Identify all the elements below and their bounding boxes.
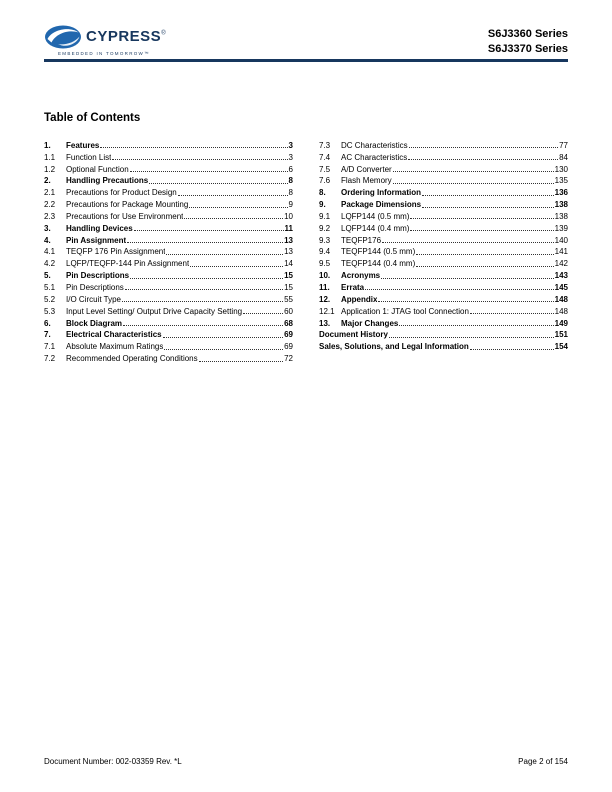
dot-leader xyxy=(365,289,554,290)
toc-entry-number: 7.6 xyxy=(319,176,331,186)
toc-entry-page: 69 xyxy=(284,330,293,340)
toc-entry-page: 15 xyxy=(284,282,293,292)
toc-entry[interactable] xyxy=(44,150,293,162)
dot-leader xyxy=(470,349,554,350)
toc-entry-page: 3 xyxy=(288,152,293,162)
document-number: Document Number: 002-03359 Rev. *L xyxy=(44,757,182,766)
toc-entry-page: 84 xyxy=(559,152,568,162)
toc-entry[interactable] xyxy=(319,245,568,257)
toc-entry[interactable] xyxy=(319,197,568,209)
toc-entry[interactable] xyxy=(44,328,293,340)
cypress-brand-text: CYPRESS xyxy=(86,28,162,45)
toc-entry[interactable] xyxy=(44,339,293,351)
toc-entry-page: 138 xyxy=(554,200,568,210)
toc-entry[interactable] xyxy=(44,185,293,197)
toc-entry[interactable] xyxy=(319,150,568,162)
toc-entry-number: 5.3 xyxy=(44,306,56,316)
toc-entry[interactable] xyxy=(44,245,293,257)
toc-column-right xyxy=(319,138,568,363)
dot-leader xyxy=(189,207,287,208)
toc-entry[interactable] xyxy=(44,174,293,186)
dot-leader xyxy=(243,313,283,314)
toc-column-left xyxy=(44,138,293,363)
toc-entry[interactable] xyxy=(44,292,293,304)
toc-entry-title: Block Diagram xyxy=(66,318,123,328)
toc-entry-title: Pin Descriptions xyxy=(66,282,124,292)
toc-entry[interactable] xyxy=(319,256,568,268)
toc-entry-number: 4. xyxy=(44,235,51,245)
dot-leader xyxy=(178,195,288,196)
toc-entry-number: 11. xyxy=(319,282,330,292)
toc-entry[interactable] xyxy=(319,162,568,174)
toc-entry-number: 1.2 xyxy=(44,164,56,174)
toc-entry-title: Precautions for Use Environment xyxy=(66,211,184,221)
toc-entry-number: 7. xyxy=(44,330,51,340)
toc-entry-title: Package Dimensions xyxy=(341,200,422,210)
toc-entry-title: Handling Precautions xyxy=(66,176,149,186)
toc-entry-page: 55 xyxy=(284,294,293,304)
toc-entry[interactable] xyxy=(319,233,568,245)
toc-entry-title: DC Characteristics xyxy=(341,140,408,150)
toc-entry[interactable] xyxy=(319,138,568,150)
toc-entry-number: 10. xyxy=(319,271,331,281)
dot-leader xyxy=(393,183,554,184)
toc-entry[interactable] xyxy=(319,304,568,316)
toc-entry-title: Optional Function xyxy=(66,164,129,174)
toc-entry[interactable] xyxy=(44,138,293,150)
toc-entry[interactable] xyxy=(44,256,293,268)
dot-leader xyxy=(422,207,554,208)
toc-entry-number: 13. xyxy=(319,318,331,328)
toc-entry[interactable] xyxy=(319,339,568,351)
toc-entry-number: 9. xyxy=(319,200,326,210)
product-series-titles xyxy=(488,27,568,56)
toc-entry-page: 130 xyxy=(554,164,568,174)
dot-leader xyxy=(164,349,283,350)
dot-leader xyxy=(163,337,283,338)
dot-leader xyxy=(149,183,287,184)
toc-entry-page: 6 xyxy=(288,164,293,174)
registered-mark: ® xyxy=(161,30,166,37)
toc-entry-page: 72 xyxy=(284,354,293,364)
toc-entry-number: 7.3 xyxy=(319,140,331,150)
cypress-logo-icon xyxy=(44,24,82,50)
dot-leader xyxy=(190,266,283,267)
toc-entry-page: 15 xyxy=(284,271,293,281)
toc-entry[interactable] xyxy=(319,280,568,292)
dot-leader xyxy=(122,301,283,302)
toc-entry-number: 5. xyxy=(44,271,51,281)
toc-columns xyxy=(44,138,568,363)
toc-entry-page: 141 xyxy=(554,247,568,257)
toc-entry-page: 138 xyxy=(554,211,568,221)
toc-entry-page: 149 xyxy=(554,318,568,328)
toc-entry-number: 4.1 xyxy=(44,247,56,257)
dot-leader xyxy=(416,266,553,267)
dot-leader xyxy=(199,361,283,362)
toc-entry[interactable] xyxy=(44,316,293,328)
toc-entry-title: Major Changes xyxy=(341,318,399,328)
dot-leader xyxy=(184,218,283,219)
toc-entry-page: 145 xyxy=(554,282,568,292)
toc-entry-page: 13 xyxy=(284,235,293,245)
toc-entry-title: Flash Memory xyxy=(341,176,392,186)
dot-leader xyxy=(166,254,283,255)
toc-entry[interactable] xyxy=(44,304,293,316)
toc-entry-number: 4.2 xyxy=(44,259,56,269)
toc-entry-number: 5.1 xyxy=(44,282,56,292)
toc-entry-title: Absolute Maximum Ratings xyxy=(66,342,164,352)
toc-entry-page: 142 xyxy=(554,259,568,269)
dot-leader xyxy=(409,147,558,148)
toc-entry-page: 3 xyxy=(288,140,293,150)
toc-entry-title: Appendix xyxy=(341,294,378,304)
toc-entry-title: Input Level Setting/ Output Drive Capacity Setting xyxy=(66,306,243,316)
toc-entry-page: 154 xyxy=(554,342,568,352)
toc-entry-page: 60 xyxy=(284,306,293,316)
toc-entry-number: 7.5 xyxy=(319,164,331,174)
page-number-info: Page 2 of 154 xyxy=(518,757,568,766)
toc-entry[interactable] xyxy=(319,185,568,197)
toc-entry-page: 13 xyxy=(284,247,293,257)
toc-entry-title: I/O Circuit Type xyxy=(66,294,121,304)
toc-entry[interactable] xyxy=(319,174,568,186)
toc-entry[interactable] xyxy=(44,351,293,363)
toc-entry-title: LQFP144 (0.4 mm) xyxy=(341,223,410,233)
dot-leader xyxy=(416,254,553,255)
toc-entry-number: 5.2 xyxy=(44,294,56,304)
series-title-line1: S6J3360 Series xyxy=(487,28,568,40)
toc-entry-title: Pin Assignment xyxy=(66,235,127,245)
toc-entry-page: 68 xyxy=(284,318,293,328)
toc-entry-number: 2.2 xyxy=(44,200,56,210)
toc-entry-title: TEQFP144 (0.4 mm) xyxy=(341,259,416,269)
toc-entry[interactable] xyxy=(44,268,293,280)
toc-entry[interactable] xyxy=(319,268,568,280)
toc-entry-number: 8. xyxy=(319,188,326,198)
toc-entry-title: Function List xyxy=(66,152,112,162)
toc-entry[interactable] xyxy=(319,221,568,233)
toc-entry-title: Features xyxy=(66,140,100,150)
dot-leader xyxy=(134,230,284,231)
toc-entry-number: 9.1 xyxy=(319,211,331,221)
toc-entry[interactable] xyxy=(319,292,568,304)
dot-leader xyxy=(381,278,554,279)
toc-entry-title: Recommended Operating Conditions xyxy=(66,354,198,364)
cypress-logo xyxy=(44,24,166,56)
toc-entry-title: Pin Descriptions xyxy=(66,271,130,281)
dot-leader xyxy=(130,278,283,279)
dot-leader xyxy=(393,171,554,172)
toc-entry-page: 8 xyxy=(288,188,293,198)
toc-entry-page: 148 xyxy=(554,306,568,316)
dot-leader xyxy=(408,159,558,160)
toc-entry-number: 3. xyxy=(44,223,51,233)
toc-heading: Table of Contents xyxy=(44,112,141,124)
toc-entry[interactable] xyxy=(319,316,568,328)
dot-leader xyxy=(470,313,554,314)
dot-leader xyxy=(410,230,553,231)
series-title-line2: S6J3370 Series xyxy=(487,42,568,55)
dot-leader xyxy=(399,325,553,326)
dot-leader xyxy=(123,325,283,326)
toc-entry-title: Document History xyxy=(319,330,388,340)
toc-entry[interactable] xyxy=(319,209,568,221)
toc-entry-number: 7.4 xyxy=(319,152,331,162)
dot-leader xyxy=(100,147,287,148)
toc-entry-page: 9 xyxy=(288,200,293,210)
toc-entry-number: 12. xyxy=(319,294,331,304)
toc-entry-number: 9.3 xyxy=(319,235,331,245)
toc-entry-number: 6. xyxy=(44,318,51,328)
toc-entry-page: 139 xyxy=(554,223,568,233)
toc-entry[interactable] xyxy=(44,280,293,292)
toc-entry[interactable] xyxy=(44,197,293,209)
dot-leader xyxy=(112,159,287,160)
toc-entry[interactable] xyxy=(44,221,293,233)
toc-entry-title: Errata xyxy=(341,282,365,292)
toc-entry[interactable] xyxy=(319,328,568,340)
page-header xyxy=(44,24,568,56)
toc-entry-title: LQFP144 (0.5 mm) xyxy=(341,211,410,221)
toc-entry-page: 148 xyxy=(554,294,568,304)
cypress-tagline: EMBEDDED IN TOMORROW™ xyxy=(58,51,150,56)
dot-leader xyxy=(382,242,554,243)
dot-leader xyxy=(125,289,283,290)
toc-entry-page: 11 xyxy=(284,223,293,233)
toc-entry-number: 2. xyxy=(44,176,51,186)
toc-entry-page: 140 xyxy=(554,235,568,245)
toc-entry-title: TEQFP176 xyxy=(341,235,382,245)
toc-entry-title: Precautions for Product Design xyxy=(66,188,177,198)
toc-entry-number: 2.1 xyxy=(44,188,56,198)
toc-entry-title: TEQFP 176 Pin Assignment xyxy=(66,247,166,257)
toc-entry-page: 69 xyxy=(284,342,293,352)
toc-entry-number: 1. xyxy=(44,140,51,150)
toc-entry-page: 77 xyxy=(559,140,568,150)
page-footer xyxy=(44,757,568,766)
toc-entry-title: Application 1: JTAG tool Connection xyxy=(341,306,469,316)
cypress-wordmark xyxy=(86,28,166,46)
toc-entry-page: 135 xyxy=(554,176,568,186)
toc-entry-number: 12.1 xyxy=(319,306,335,316)
toc-entry-title: TEQFP144 (0.5 mm) xyxy=(341,247,416,257)
toc-entry-title: Acronyms xyxy=(341,271,381,281)
toc-entry-page: 136 xyxy=(554,188,568,198)
dot-leader xyxy=(378,301,553,302)
toc-entry-title: A/D Converter xyxy=(341,164,392,174)
toc-entry-title: Precautions for Package Mounting xyxy=(66,200,189,210)
toc-entry-number: 1.1 xyxy=(44,152,56,162)
toc-entry-title: Handling Devices xyxy=(66,223,133,233)
toc-entry-page: 10 xyxy=(284,211,293,221)
dot-leader xyxy=(130,171,288,172)
dot-leader xyxy=(127,242,283,243)
toc-entry-number: 7.1 xyxy=(44,342,56,352)
toc-entry-number: 9.4 xyxy=(319,247,331,257)
toc-entry-title: LQFP/TEQFP-144 Pin Assignment xyxy=(66,259,190,269)
toc-entry-page: 8 xyxy=(288,176,293,186)
dot-leader xyxy=(422,195,554,196)
dot-leader xyxy=(410,218,553,219)
toc-entry-page: 14 xyxy=(284,259,293,269)
toc-entry-number: 9.2 xyxy=(319,223,331,233)
toc-entry-number: 9.5 xyxy=(319,259,331,269)
toc-entry-title: AC Characteristics xyxy=(341,152,408,162)
toc-entry-number: 7.2 xyxy=(44,354,56,364)
toc-entry-title: Electrical Characteristics xyxy=(66,330,162,340)
toc-entry-number: 2.3 xyxy=(44,211,56,221)
dot-leader xyxy=(389,337,554,338)
toc-entry[interactable] xyxy=(44,162,293,174)
toc-entry[interactable] xyxy=(44,233,293,245)
toc-entry-title: Ordering Information xyxy=(341,188,421,198)
toc-entry[interactable] xyxy=(44,209,293,221)
toc-entry-title: Sales, Solutions, and Legal Information xyxy=(319,342,469,352)
toc-entry-page: 143 xyxy=(554,271,568,281)
header-rule xyxy=(44,59,568,62)
toc-entry-page: 151 xyxy=(554,330,568,340)
